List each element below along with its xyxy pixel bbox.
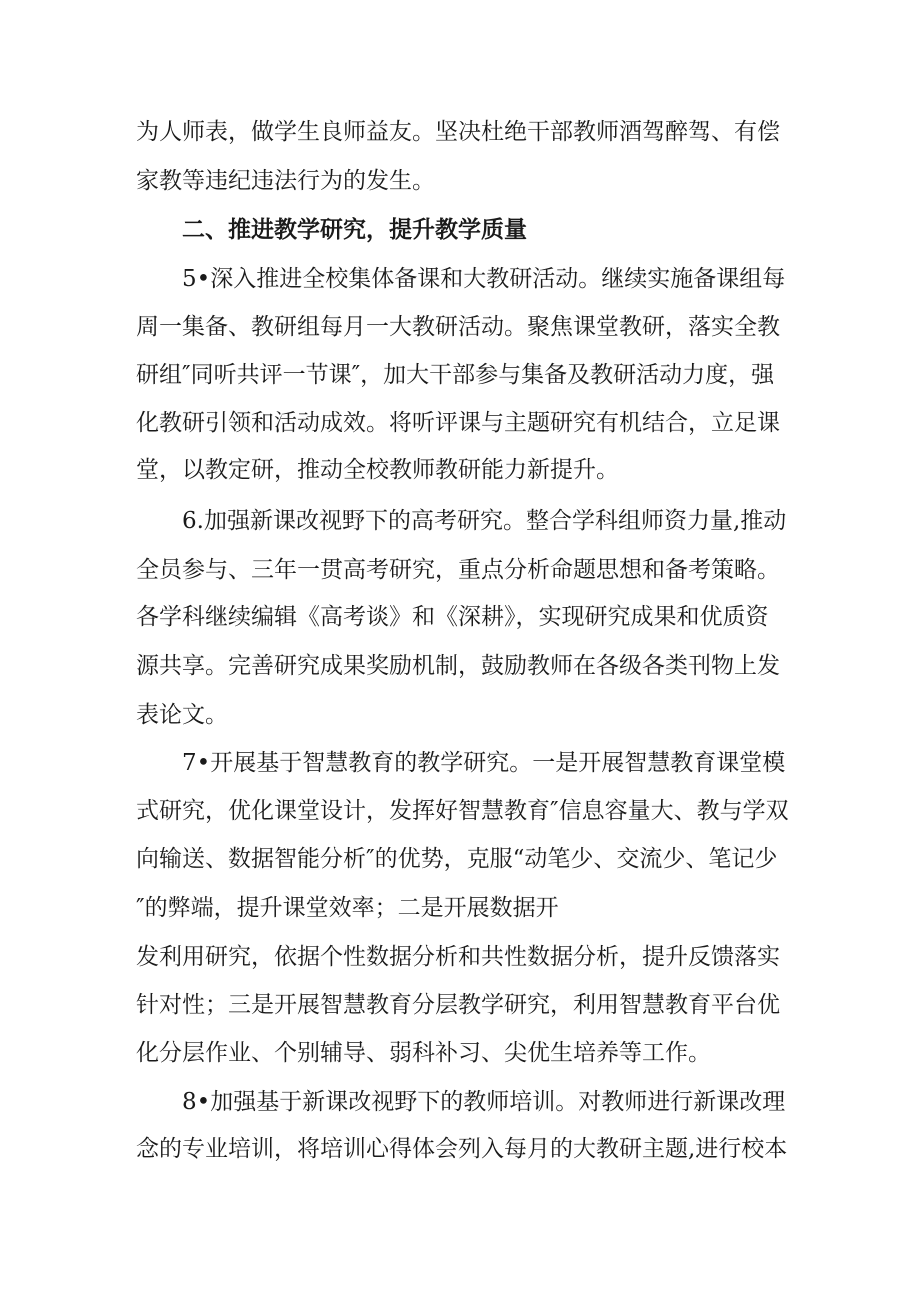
paragraph-line: 向输送、数据智能分析″的优势，克服“动笔少、交流少、笔记少 — [136, 846, 778, 872]
paragraph-line: 8•加强基于新课改视野下的教师培训。对教师进行新课改理 — [182, 1089, 786, 1115]
section-heading: 二、推进教学研究，提升教学质量 — [182, 217, 527, 243]
paragraph-line: 源共享。完善研究成果奖励机制，鼓励教师在各级各类刊物上发 — [136, 653, 780, 679]
paragraph-line: 周一集备、教研组每月一大教研活动。聚焦课堂教研，落实全教 — [136, 314, 780, 340]
paragraph-line: 针对性；三是开展智慧教育分层教学研究，利用智慧教育平台优 — [136, 992, 780, 1018]
paragraph-line: 全员参与、三年一贯高考研究，重点分析命题思想和备考策略。 — [136, 557, 780, 583]
paragraph-line: 研组″同听共评一节课″，加大干部参与集备及教研活动力度，强 — [136, 362, 775, 388]
paragraph-line: ″的弊端，提升课堂效率；二是开展数据开 — [136, 895, 559, 921]
paragraph-line: 7•开展基于智慧教育的教学研究。一是开展智慧教育课堂模 — [182, 750, 786, 776]
paragraph-line: 式研究，优化课堂设计，发挥好智慧教育″信息容量大、教与学双 — [136, 798, 789, 824]
paragraph-line: 化分层作业、个别辅导、弱科补习、尖优生培养等工作。 — [136, 1040, 711, 1066]
paragraph-line: 念的专业培训，将培训心得体会列入每月的大教研主题,进行校本 — [136, 1136, 788, 1162]
paragraph-line: 化教研引领和活动成效。将听评课与主题研究有机结合，立足课 — [136, 410, 780, 436]
paragraph-line: 5•深入推进全校集体备课和大教研活动。继续实施备课组每 — [182, 266, 786, 292]
paragraph-line: 家教等违纪违法行为的发生。 — [136, 168, 435, 194]
paragraph-line: 为人师表，做学生良师益友。坚决杜绝干部教师酒驾醉驾、有偿 — [136, 119, 780, 145]
paragraph-line: 表论文。 — [136, 702, 228, 728]
paragraph-line: 堂，以教定研，推动全校教师教研能力新提升。 — [136, 457, 619, 483]
paragraph-line: 各学科继续编辑《高考谈》和《深耕》，实现研究成果和优质资 — [136, 604, 769, 630]
paragraph-line: 发利用研究，依据个性数据分析和共性数据分析，提升反馈落实 — [136, 944, 780, 970]
paragraph-line: 6.加强新课改视野下的高考研究。整合学科组师资力量,推动 — [182, 508, 787, 534]
